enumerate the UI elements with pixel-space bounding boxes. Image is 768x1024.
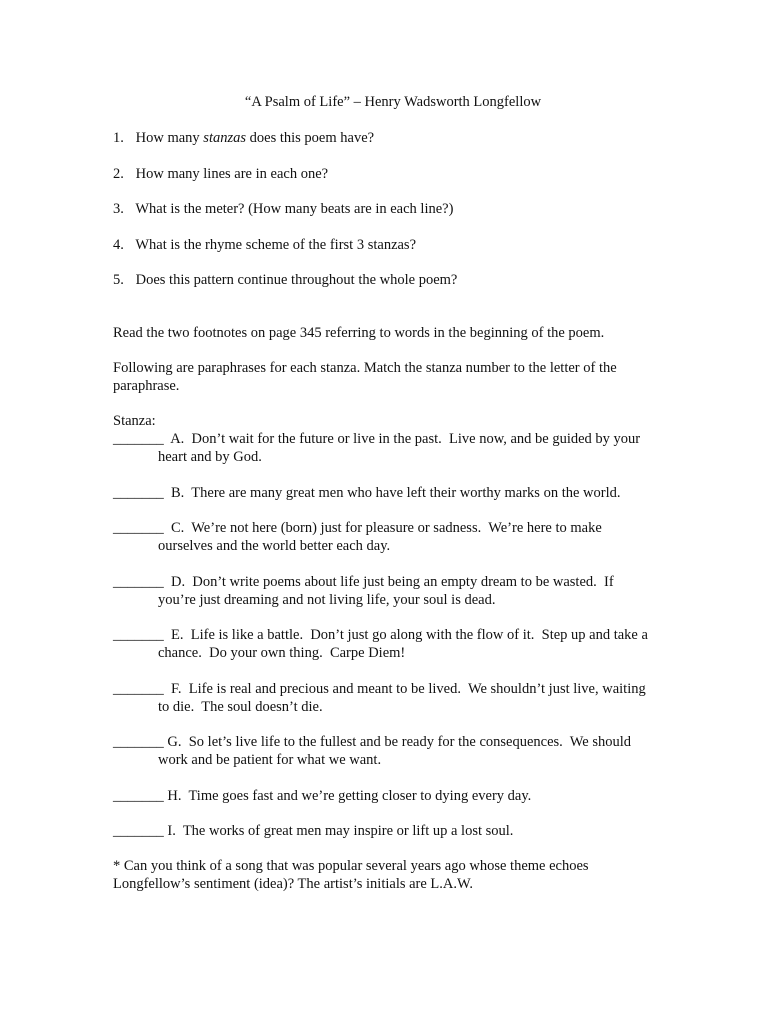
paraphrase-text: H. Time goes fast and we’re getting closer to dying every day. — [163, 787, 532, 804]
question-number: 4. — [113, 236, 124, 253]
worksheet-page — [113, 93, 653, 893]
paraphrase-text: G. So let’s live life to the fullest and be ready for the consequences. We should work and be patient for what we want. — [158, 734, 635, 768]
question-number: 2. — [113, 165, 124, 182]
paraphrase-text: I. The works of great men may inspire or lift up a lost soul. — [163, 823, 514, 839]
worksheet-title: “A Psalm of Life” – Henry Wadsworth Longfellow — [244, 94, 542, 110]
question-3 — [113, 200, 653, 218]
paraphrase-item-g — [113, 733, 653, 769]
answer-blank[interactable]: _______ — [113, 787, 164, 804]
paraphrase-item-e — [113, 626, 653, 662]
answer-blank[interactable]: _______ — [113, 734, 164, 750]
answer-blank[interactable]: _______ — [113, 431, 164, 447]
question-5 — [113, 271, 653, 289]
paraphrase-item-f — [113, 680, 653, 716]
paraphrase-text: D. Don’t write poems about life just being an empty dream to be wasted. If you’re just dreaming and not living life, your soul is dead. — [158, 573, 618, 608]
paraphrase-item-c — [113, 519, 653, 555]
footnote-instruction: Read the two footnotes on page 345 referring to words in the beginning of the poem. — [113, 325, 605, 341]
answer-blank[interactable]: _______ — [113, 520, 164, 536]
question-list — [113, 129, 653, 289]
question-text-after: does this poem have? — [246, 130, 375, 146]
paraphrase-item-i — [113, 822, 653, 840]
answer-blank[interactable]: _______ — [113, 627, 164, 643]
paraphrase-item-h — [113, 787, 653, 805]
paraphrase-list — [113, 430, 653, 840]
answer-blank[interactable]: _______ — [113, 823, 164, 839]
paraphrase-text: E. Life is like a battle. Don’t just go along with the flow of it. Step up and take a chance. Do your own thing. Carpe Diem! — [158, 627, 652, 661]
paraphrase-text: A. Don’t wait for the future or live in the past. Live now, and be guided by your heart and by God. — [158, 431, 644, 465]
question-text: What is the rhyme scheme of the first 3 stanzas? — [135, 236, 417, 253]
question-text: What is the meter? (How many beats are in each line?) — [135, 201, 454, 217]
question-number: 3. — [113, 201, 124, 217]
question-text-before: How many — [135, 130, 204, 146]
question-1 — [113, 129, 653, 147]
answer-blank[interactable]: _______ — [113, 680, 164, 697]
question-text-emphasis: stanzas — [203, 130, 247, 146]
stanza-label: Stanza: — [113, 413, 156, 429]
paraphrase-item-a — [113, 430, 653, 466]
paraphrase-item-b — [113, 484, 653, 502]
answer-blank[interactable]: _______ — [113, 573, 164, 590]
question-4 — [113, 236, 653, 254]
match-instruction: Following are paraphrases for each stanza. Match the stanza number to the letter of the paraphrase. — [113, 360, 617, 394]
paraphrase-text: B. There are many great men who have left their worthy marks on the world. — [163, 484, 621, 501]
answer-blank[interactable]: _______ — [113, 484, 164, 501]
paraphrase-text: F. Life is real and precious and meant to be lived. We shouldn’t just live, waiting to die. The soul doesn’t die. — [158, 680, 650, 715]
question-number: 1. — [113, 130, 124, 146]
question-text: How many lines are in each one? — [135, 165, 329, 182]
paraphrase-item-d — [113, 573, 653, 609]
closing-question: * Can you think of a song that was popular several years ago whose theme echoes Longfellow’s sentiment (idea)? The artist’s initials are L.A.W. — [113, 858, 589, 892]
question-2 — [113, 165, 653, 183]
question-number: 5. — [113, 272, 124, 288]
question-text: Does this pattern continue throughout the whole poem? — [135, 272, 458, 288]
paraphrase-text: C. We’re not here (born) just for pleasure or sadness. We’re here to make ourselves and the world better each day. — [158, 520, 606, 554]
